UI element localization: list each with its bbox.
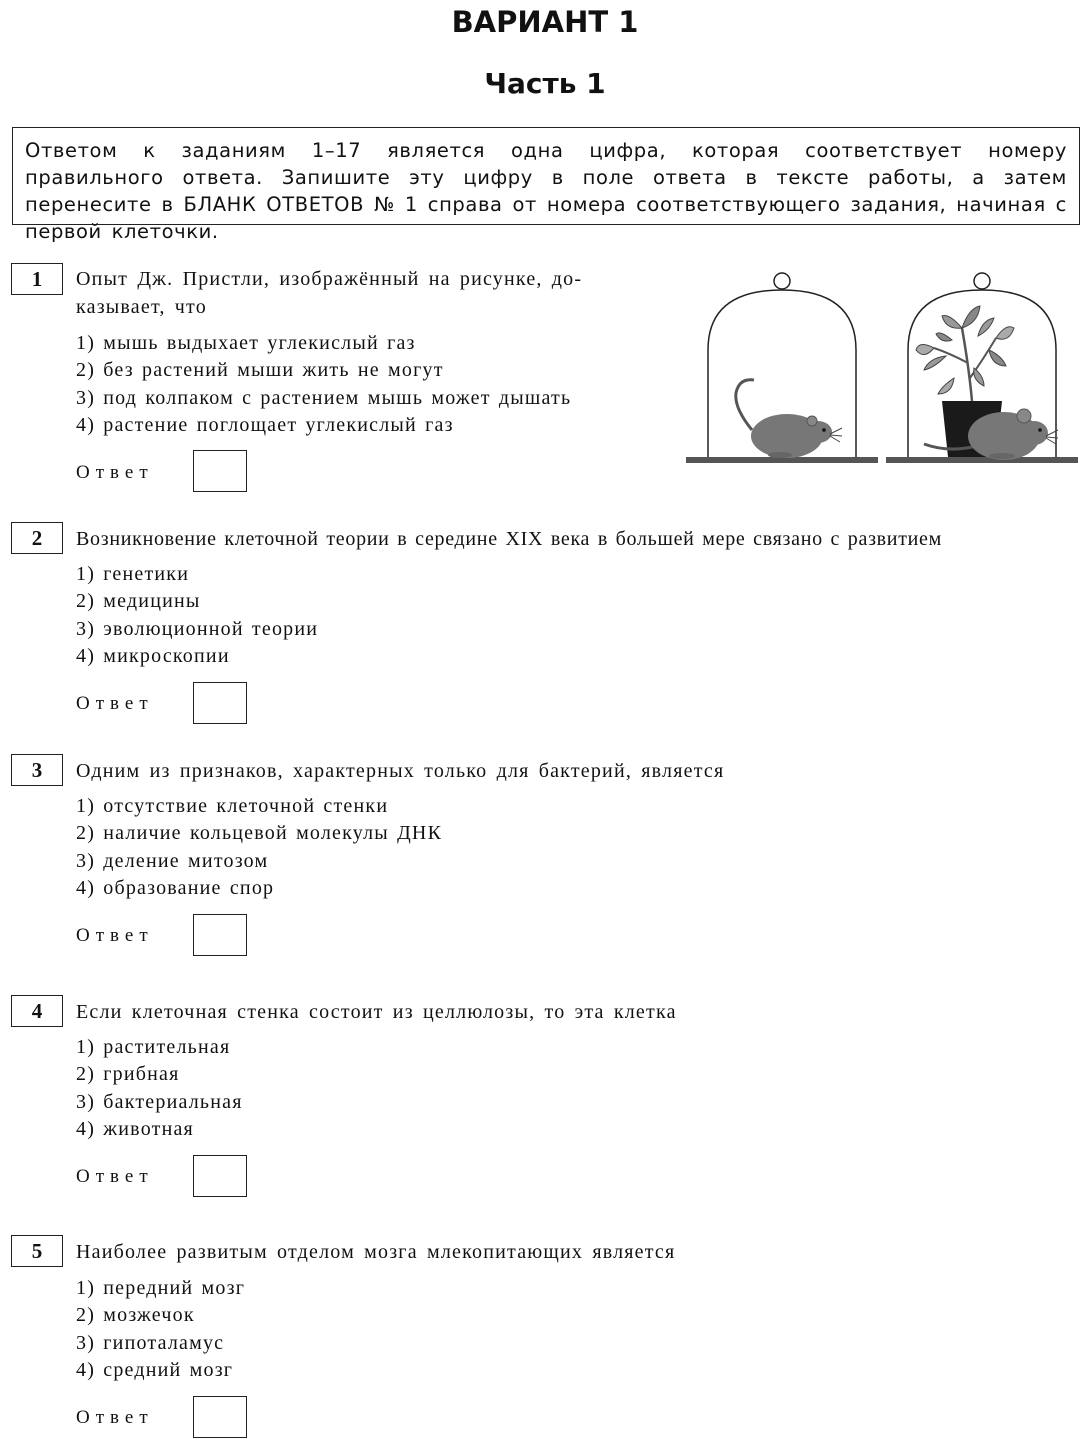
task-1-question [76, 265, 666, 321]
task-1-option: 2) без растений мыши жить не могут [76, 359, 444, 382]
task-1-question-line-2: казывает, что [76, 296, 207, 318]
task-3-option: 1) отсутствие клеточной стенки [76, 795, 389, 817]
task-3-options [76, 793, 442, 903]
task-1-answer-label: Ответ [76, 462, 154, 483]
bell-jar-experiment-figure [684, 268, 1080, 468]
task-1-answer-box[interactable] [193, 450, 247, 492]
task-1-option: 4) растение поглощает углекислый газ [76, 414, 454, 437]
task-number-5: 5 [11, 1235, 63, 1267]
task-4-option: 1) растительная [76, 1036, 231, 1058]
task-number-3: 3 [11, 754, 63, 786]
variant-title: ВАРИАНТ 1 [451, 5, 639, 39]
right-bell-jar [886, 273, 1078, 463]
task-2-option: 3) эволюционной теории [76, 617, 319, 640]
task-5-option: 1) передний мозг [76, 1277, 246, 1299]
task-4-answer-label: Ответ [76, 1166, 154, 1187]
part-title: Часть 1 [484, 67, 606, 100]
task-3-option: 2) наличие кольцевой молекулы ДНК [76, 822, 443, 845]
task-2-option: 4) микроскопии [76, 645, 230, 668]
task-number-4: 4 [11, 995, 63, 1027]
task-5-answer-box[interactable] [193, 1396, 247, 1438]
task-1-option: 1) мышь выдыхает углекислый газ [76, 332, 416, 354]
task-4-question: Если клеточная стенка состоит из целлюлозы, то эта клетка [76, 1001, 677, 1023]
task-5-option: 3) гипоталамус [76, 1331, 225, 1354]
task-5-option: 2) мозжечок [76, 1304, 195, 1327]
left-bell-jar [686, 273, 878, 463]
task-1-options [76, 330, 571, 440]
task-4-option: 4) животная [76, 1118, 194, 1141]
task-3-answer-box[interactable] [193, 914, 247, 956]
task-4-options [76, 1034, 243, 1144]
task-5-options [76, 1275, 245, 1385]
task-2-question: Возникновение клеточной теории в середине XIX века в большей мере связано с развитием [76, 528, 942, 550]
task-number-2: 2 [11, 522, 63, 554]
task-3-option: 3) деление митозом [76, 849, 269, 872]
task-4-option: 2) грибная [76, 1063, 180, 1086]
task-3-answer-label: Ответ [76, 925, 154, 946]
task-4-answer-box[interactable] [193, 1155, 247, 1197]
task-1-option: 3) под колпаком с растением мышь может дышать [76, 386, 572, 409]
task-2-answer-box[interactable] [193, 682, 247, 724]
task-4-option: 3) бактериальная [76, 1090, 243, 1113]
task-2-option: 2) медицины [76, 590, 201, 613]
task-5-question: Наиболее развитым отделом мозга млекопитающих является [76, 1241, 676, 1263]
task-5-option: 4) средний мозг [76, 1359, 234, 1382]
instructions-box: Ответом к заданиям 1–17 является одна цифра, которая соответствует номеру правильного ответа. Запишите эту цифру в поле ответа в тексте работы, а затем перенесите в БЛАНК ОТВЕТОВ № 1 справа от номера соответствующего задания, начиная с первой клеточки. [12, 127, 1080, 225]
task-3-option: 4) образование спор [76, 877, 275, 900]
task-5-answer-label: Ответ [76, 1407, 154, 1428]
task-2-options [76, 561, 318, 671]
task-1-question-line-1: Опыт Дж. Пристли, изображённый на рисунке, до- [76, 268, 583, 290]
task-3-question: Одним из признаков, характерных только для бактерий, является [76, 760, 725, 782]
task-2-option: 1) генетики [76, 563, 190, 585]
task-number-1: 1 [11, 263, 63, 295]
task-2-answer-label: Ответ [76, 693, 154, 714]
